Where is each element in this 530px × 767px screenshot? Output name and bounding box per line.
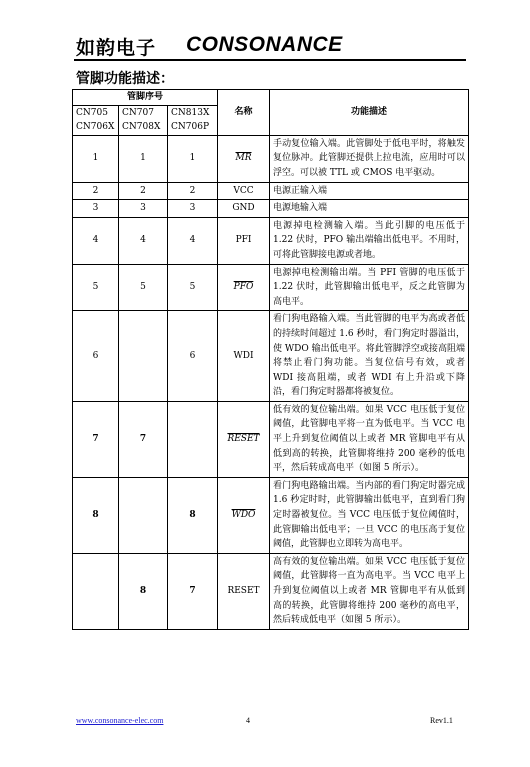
pin-name-cell: $\overline{PFO}$ (218, 264, 270, 311)
footer-website-link[interactable]: www.consonance-elec.com (76, 716, 164, 725)
pin-number-cell: 7 (168, 553, 218, 629)
footer-page-number: 4 (246, 716, 250, 725)
pin-number-cell: 8 (119, 553, 168, 629)
model-label: CN708X (122, 122, 161, 133)
pin-number-cell: 4 (73, 217, 119, 264)
table-row (73, 200, 469, 218)
brand-chinese: 如韵电子 (76, 37, 157, 59)
pin-function-cell: 电源正输入端 (270, 182, 469, 200)
pin-function-cell: 电源掉电检测输入端。当此引脚的电压低于 1.22 伏时，PFO 输出端输出低电平。不用时，可将此管脚接电源或者地。 (270, 217, 469, 264)
function-header: 功能描述 (270, 90, 469, 136)
model-col-3 (168, 105, 218, 135)
pin-number-cell: 5 (168, 264, 218, 311)
pin-number-cell: 3 (168, 200, 218, 218)
pin-name-cell: RESET (218, 401, 270, 477)
pin-name-cell: $\overline{WDO}$ (218, 477, 270, 553)
pin-rows (73, 135, 469, 629)
header-divider (74, 59, 466, 61)
table-row (73, 182, 469, 200)
pin-number-cell: 5 (73, 264, 119, 311)
brand-english: CONSONANCE (186, 33, 343, 56)
pin-number-cell: 3 (73, 200, 119, 218)
pin-function-cell: 看门狗电路输出端。当内部的看门狗定时器完成 1.6 秒定时时，此管脚输出低电平，直到看门狗定时器被复位。当 VCC 电压低于复位阈值时，此管脚输出低电平；一旦 VCC 的电压高于复位阈值，此管脚也立即转为高电平。 (270, 477, 469, 553)
table-row (73, 311, 469, 402)
table-row (73, 264, 469, 311)
pin-number-cell: 3 (119, 200, 168, 218)
model-col-1 (73, 105, 119, 135)
pin-number-cell: 2 (168, 182, 218, 200)
pin-number-cell: 7 (73, 401, 119, 477)
pin-name-cell: GND (218, 200, 270, 218)
pin-number-cell: 2 (73, 182, 119, 200)
model-label: CN813X (171, 107, 210, 118)
pin-function-cell: 高有效的复位输出端。如果 VCC 电压低于复位阈值，此管脚将一直为高电平。当 VCC 电平上升到复位阈值以上或者 MR 管脚电平有从低到高的转换，此管脚将维持 200 毫秒的高电平，然后转成低电平（如图 5 所示）。 (270, 553, 469, 629)
pin-number-cell: 8 (73, 477, 119, 553)
pin-number-cell: 2 (119, 182, 168, 200)
pin-number-cell (73, 553, 119, 629)
table-row (73, 401, 469, 477)
pin-number-cell: 6 (168, 311, 218, 402)
model-col-2 (119, 105, 168, 135)
pin-function-cell: 电源地输入端 (270, 200, 469, 218)
pin-number-cell: 7 (119, 401, 168, 477)
model-label: CN707 (122, 107, 154, 118)
pin-number-cell: 1 (168, 135, 218, 182)
model-label: CN706X (76, 122, 115, 133)
table-row (73, 135, 469, 182)
pin-number-cell: 1 (119, 135, 168, 182)
model-label: CN705 (76, 107, 108, 118)
pin-name-cell: WDI (218, 311, 270, 402)
table-row (73, 217, 469, 264)
pin-name-cell: PFI (218, 217, 270, 264)
pin-number-header: 管脚序号 (73, 90, 218, 106)
pin-function-cell: 手动复位输入端。此管脚处于低电平时，将触发复位脉冲。此管脚还提供上拉电流，应用时可以浮空。可以被 TTL 或 CMOS 电平驱动。 (270, 135, 469, 182)
pin-number-cell: 1 (73, 135, 119, 182)
pin-number-cell: 6 (73, 311, 119, 402)
pin-number-cell: 8 (168, 477, 218, 553)
pin-name-cell: $\overline{MR}$ (218, 135, 270, 182)
model-label: CN706P (171, 122, 209, 133)
pin-function-table (72, 89, 469, 630)
pin-number-cell (168, 401, 218, 477)
pin-function-cell: 看门狗电路输入端。当此管脚的电平为高或者低的持续时间超过 1.6 秒时，看门狗定时器溢出，使 WDO 输出低电平。将此管脚浮空或接高阻端将禁止看门狗功能。当复位信号有效，或者 WDI 接高阻端，或者 WDI 有上升沿或下降沿，看门狗定时器都将被复位。 (270, 311, 469, 402)
name-header: 名称 (218, 90, 270, 136)
pin-function-cell: 低有效的复位输出端。如果 VCC 电压低于复位阈值，此管脚电平将一直为低电平。当 VCC 电平上升到复位阈值以上或者 MR 管脚电平有从低到高的转换，此管脚将维持 200 毫秒的低电平，然后转成高电平（如图 5 所示）。 (270, 401, 469, 477)
pin-number-cell (119, 311, 168, 402)
footer-revision: Rev1.1 (430, 716, 453, 725)
pin-number-cell: 5 (119, 264, 168, 311)
table-row (73, 477, 469, 553)
pin-number-cell (119, 477, 168, 553)
pin-name-cell: VCC (218, 182, 270, 200)
pin-function-cell: 电源掉电检测输出端。当 PFI 管脚的电压低于 1.22 伏时，此管脚输出低电平，反之此管脚为高电平。 (270, 264, 469, 311)
section-title: 管脚功能描述： (76, 71, 174, 87)
table-row (73, 553, 469, 629)
pin-number-cell: 4 (168, 217, 218, 264)
pin-name-cell: RESET (218, 553, 270, 629)
pin-number-cell: 4 (119, 217, 168, 264)
